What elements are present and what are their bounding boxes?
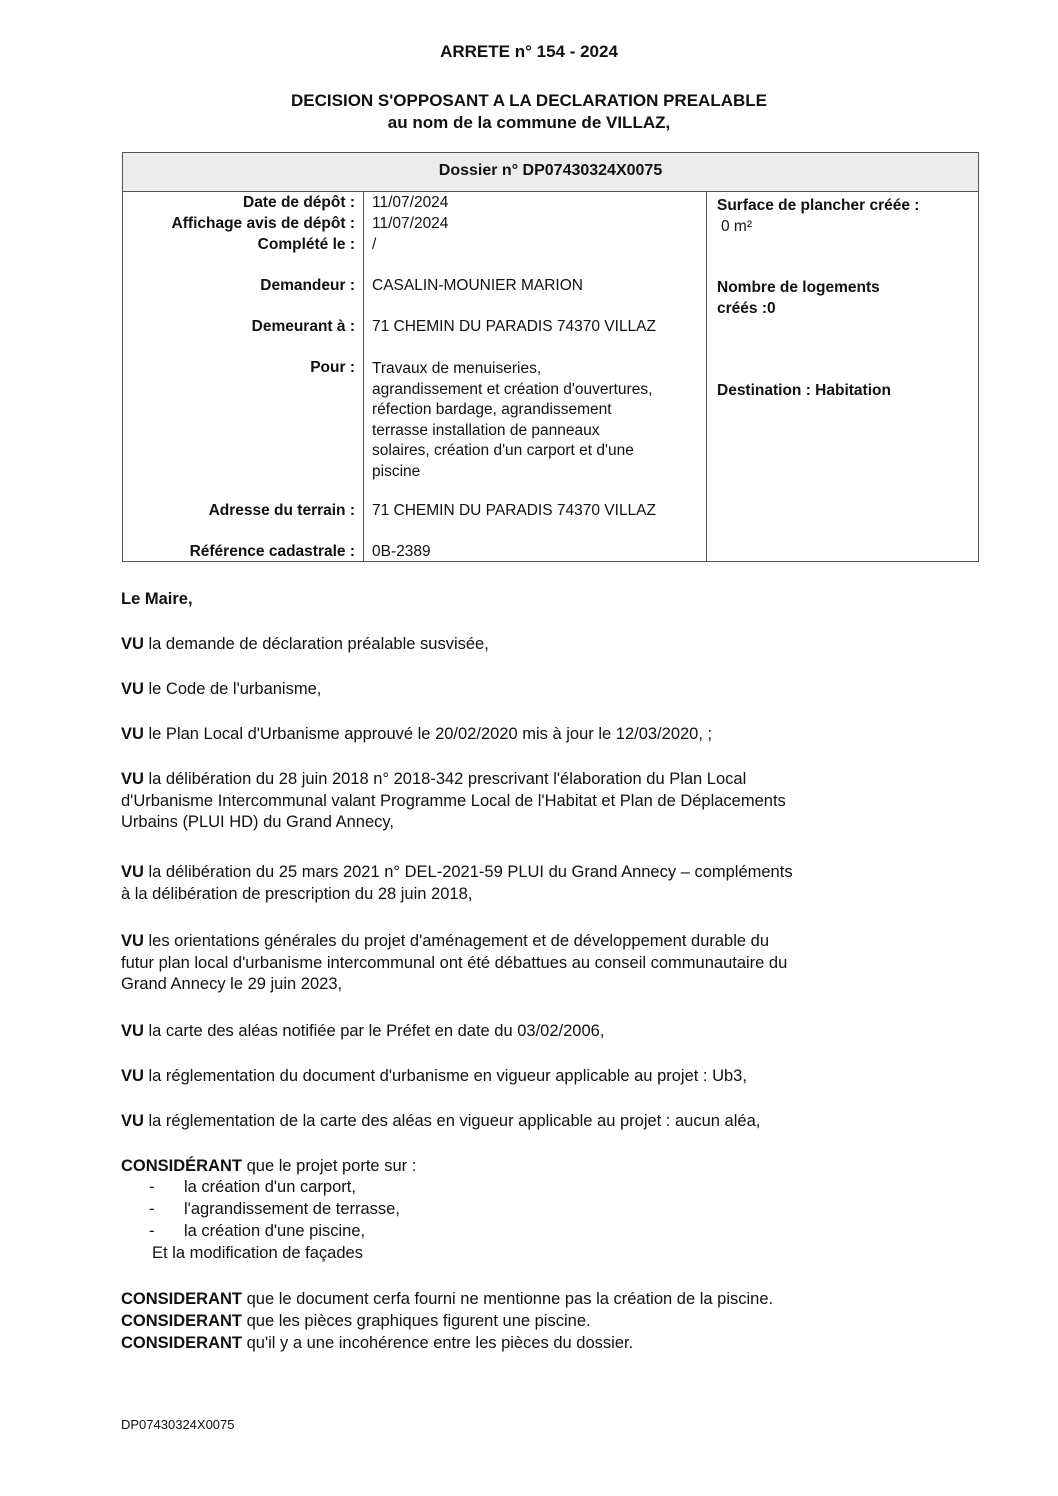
- value-demeurant: 71 CHEMIN DU PARADIS 74370 VILLAZ: [372, 318, 656, 335]
- considerant-text: qu'il y a une incohérence entre les pièces du dossier.: [242, 1334, 634, 1352]
- label-affichage: Affichage avis de dépôt :: [171, 215, 355, 232]
- vu-text: la demande de déclaration préalable susvisée,: [143, 635, 489, 653]
- label-date-depot: Date de dépôt :: [243, 194, 355, 211]
- vu-keyword: VU: [121, 1112, 144, 1130]
- arrete-title: ARRETE n° 154 - 2024: [440, 42, 618, 61]
- vu-keyword: VU: [121, 635, 144, 653]
- label-demandeur: Demandeur :: [260, 277, 355, 294]
- vu-text: la carte des aléas notifiée par le Préfet en date du 03/02/2006,: [143, 1022, 605, 1040]
- considerant-keyword: CONSIDÉRANT: [121, 1157, 243, 1175]
- vu-line: à la délibération de prescription du 28 juin 2018,: [121, 884, 473, 903]
- list-dash: -: [149, 1222, 155, 1240]
- vu-text: le Code de l'urbanisme,: [143, 680, 322, 698]
- vu-line: d'Urbanisme Intercommunal valant Programme Local de l'Habitat et Plan de Déplacements: [121, 791, 786, 810]
- considerant-paragraph: [121, 1333, 951, 1355]
- list-dash: -: [149, 1178, 155, 1196]
- decision-title: DECISION S'OPPOSANT A LA DECLARATION PREALABLE: [291, 91, 767, 110]
- vu-paragraph: [121, 679, 951, 701]
- vu-paragraph: [121, 931, 951, 996]
- vu-keyword: VU: [121, 680, 144, 698]
- considerant-keyword: CONSIDERANT: [121, 1312, 243, 1330]
- considerant-paragraph: [121, 1156, 951, 1178]
- value-demandeur: CASALIN-MOUNIER MARION: [372, 277, 583, 294]
- logements-line2: créés :0: [717, 300, 776, 317]
- pour-line: solaires, création d'un carport et d'une: [372, 442, 634, 459]
- pour-line: réfection bardage, agrandissement: [372, 401, 612, 418]
- list-dash: -: [149, 1200, 155, 1218]
- considerant-text: que le projet porte sur :: [242, 1157, 417, 1175]
- vu-paragraph: [121, 1066, 951, 1088]
- label-demeurant: Demeurant à :: [251, 318, 355, 335]
- label-column: [123, 192, 355, 561]
- vu-text: la délibération du 25 mars 2021 n° DEL-2021-59 PLUI du Grand Annecy – compléments: [143, 863, 793, 881]
- column-divider-right: [706, 192, 707, 561]
- value-reference: 0B-2389: [372, 543, 431, 560]
- considerant-paragraph: [121, 1289, 951, 1311]
- vu-paragraph: [121, 1111, 951, 1133]
- vu-paragraph: [121, 862, 951, 905]
- vu-paragraph: [121, 634, 951, 656]
- vu-line: Urbains (PLUI HD) du Grand Annecy,: [121, 813, 394, 831]
- considerant-keyword: CONSIDERANT: [121, 1290, 243, 1308]
- vu-keyword: VU: [121, 863, 144, 881]
- considerant-keyword: CONSIDERANT: [121, 1334, 243, 1352]
- column-divider-left: [363, 192, 364, 561]
- surface-label: Surface de plancher créée :: [717, 197, 920, 214]
- vu-line: [121, 769, 951, 791]
- dossier-title: Dossier n° DP07430324X0075: [123, 153, 978, 192]
- considerant-paragraph: [121, 1311, 951, 1333]
- vu-keyword: VU: [121, 1067, 144, 1085]
- vu-line: Grand Annecy le 29 juin 2023,: [121, 975, 343, 993]
- value-affichage: 11/07/2024: [372, 215, 449, 232]
- label-pour: Pour :: [310, 359, 355, 376]
- vu-text: la délibération du 28 juin 2018 n° 2018-342 prescrivant l'élaboration du Plan Local: [143, 770, 747, 788]
- considerant-text: que le document cerfa fourni ne mentionne pas la création de la piscine.: [242, 1290, 774, 1308]
- commune-subtitle: au nom de la commune de VILLAZ,: [387, 113, 671, 132]
- list-tail: Et la modification de façades: [152, 1244, 363, 1262]
- pour-line: Travaux de menuiseries,: [372, 360, 542, 377]
- vu-keyword: VU: [121, 770, 144, 788]
- vu-keyword: VU: [121, 1022, 144, 1040]
- pour-line: terrasse installation de panneaux: [372, 421, 600, 439]
- value-pour: [372, 359, 702, 482]
- pour-line: piscine: [372, 462, 421, 480]
- pour-line: agrandissement et création d'ouvertures,: [372, 380, 653, 398]
- vu-text: le Plan Local d'Urbanisme approuvé le 20/02/2020 mis à jour le 12/03/2020, ;: [143, 725, 713, 743]
- vu-text: la réglementation du document d'urbanisme en vigueur applicable au projet : Ub3,: [143, 1067, 747, 1085]
- destination: Destination : Habitation: [717, 382, 891, 399]
- vu-paragraph: [121, 769, 951, 834]
- vu-keyword: VU: [121, 932, 144, 950]
- vu-text: la réglementation de la carte des aléas en vigueur applicable au projet : aucun aléa,: [143, 1112, 761, 1130]
- vu-line: [121, 931, 951, 953]
- le-maire: Le Maire,: [121, 590, 193, 608]
- label-reference: Référence cadastrale :: [189, 543, 355, 560]
- list-item: la création d'un carport,: [184, 1178, 356, 1196]
- logements-line1: Nombre de logements: [717, 279, 880, 296]
- vu-line: [121, 862, 951, 884]
- surface-value: 0 m²: [721, 218, 752, 235]
- value-adresse: 71 CHEMIN DU PARADIS 74370 VILLAZ: [372, 502, 656, 519]
- vu-keyword: VU: [121, 725, 144, 743]
- vu-text: les orientations générales du projet d'aménagement et de développement durable du: [143, 932, 769, 950]
- dossier-box: [122, 152, 979, 562]
- considerant-text: que les pièces graphiques figurent une piscine.: [242, 1312, 591, 1330]
- label-adresse: Adresse du terrain :: [208, 502, 355, 519]
- footer-reference: DP07430324X0075: [121, 1417, 235, 1432]
- value-date-depot: 11/07/2024: [372, 194, 449, 211]
- vu-paragraph: [121, 1021, 951, 1043]
- list-item: l'agrandissement de terrasse,: [184, 1200, 400, 1218]
- label-complete: Complété le :: [257, 236, 355, 253]
- value-complete: /: [372, 236, 377, 253]
- list-item: la création d'une piscine,: [184, 1222, 366, 1240]
- vu-paragraph: [121, 724, 951, 746]
- vu-line: futur plan local d'urbanisme intercommunal ont été débattues au conseil communautaire du: [121, 953, 788, 972]
